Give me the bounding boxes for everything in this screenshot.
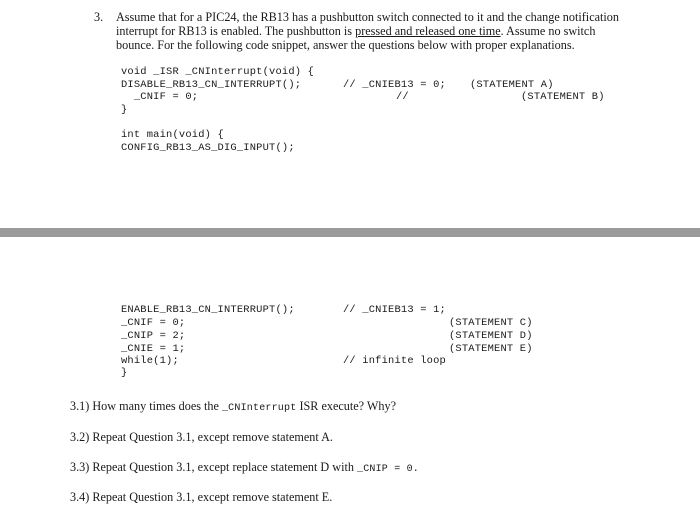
- statement-c-label: (STATEMENT C): [449, 317, 533, 329]
- top-page-panel: [0, 0, 700, 228]
- code-while-loop: while(1);: [121, 355, 179, 367]
- code-cnif-0: _CNIF = 0;: [121, 317, 186, 329]
- subquestion-3-1-code: _CNInterrupt: [221, 403, 297, 414]
- statement-a-label: (STATEMENT A): [470, 79, 554, 91]
- subquestion-3-2: 3.2) Repeat Question 3.1, except remove statement A.: [70, 430, 333, 444]
- code-config-input: CONFIG_RB13_AS_DIG_INPUT();: [121, 142, 295, 154]
- question-underlined-phrase: pressed and released one time: [355, 24, 501, 38]
- code-enable-interrupt: ENABLE_RB13_CN_INTERRUPT();: [121, 304, 295, 316]
- code-clear-cnif: _CNIF = 0;: [121, 91, 199, 103]
- question-line-1: Assume that for a PIC24, the RB13 has a pushbutton switch connected to it and the change notification: [116, 10, 619, 24]
- subquestion-3-1-end: ISR execute? Why?: [296, 399, 397, 413]
- code-disable-interrupt: DISABLE_RB13_CN_INTERRUPT();: [121, 79, 302, 91]
- code-isr-signature: void _ISR _CNInterrupt(void) {: [121, 66, 315, 78]
- code-isr-close-brace: }: [121, 104, 128, 116]
- bottom-page-panel: [0, 237, 700, 515]
- code-comment-infinite-loop: // infinite loop: [343, 355, 446, 367]
- subquestion-3-4: 3.4) Repeat Question 3.1, except remove statement E.: [70, 490, 333, 504]
- code-cnip-2: _CNIP = 2;: [121, 330, 186, 342]
- page-break-band: [0, 228, 700, 237]
- code-empty-comment: //: [396, 91, 409, 103]
- subquestion-3-3: [70, 460, 419, 475]
- subquestion-3-1: [70, 399, 396, 414]
- code-main-signature: int main(void) {: [121, 129, 224, 141]
- question-number: 3.: [94, 10, 104, 24]
- code-comment-cnieb13-1: // _CNIEB13 = 1;: [343, 304, 446, 316]
- code-main-close-brace: }: [121, 367, 128, 379]
- statement-d-label: (STATEMENT D): [449, 330, 533, 342]
- question-line-3: bounce. For the following code snippet, answer the questions below with proper explanations.: [116, 38, 575, 52]
- subquestion-3-1-text: 3.1) How many times does the: [70, 399, 222, 413]
- question-line-2-end: . Assume no switch: [500, 24, 596, 38]
- statement-e-label: (STATEMENT E): [449, 343, 533, 355]
- code-cnie-1: _CNIE = 1;: [121, 343, 186, 355]
- question-line-2-start: interrupt for RB13 is enabled. The pushbutton is: [116, 24, 356, 38]
- subquestion-3-3-text: 3.3) Repeat Question 3.1, except replace statement D with: [70, 460, 357, 474]
- question-line-2: [116, 24, 595, 39]
- subquestion-3-3-code: _CNIP = 0.: [357, 464, 420, 475]
- code-comment-cnieb13-0: // _CNIEB13 = 0;: [343, 79, 446, 91]
- statement-b-label: (STATEMENT B): [521, 91, 605, 103]
